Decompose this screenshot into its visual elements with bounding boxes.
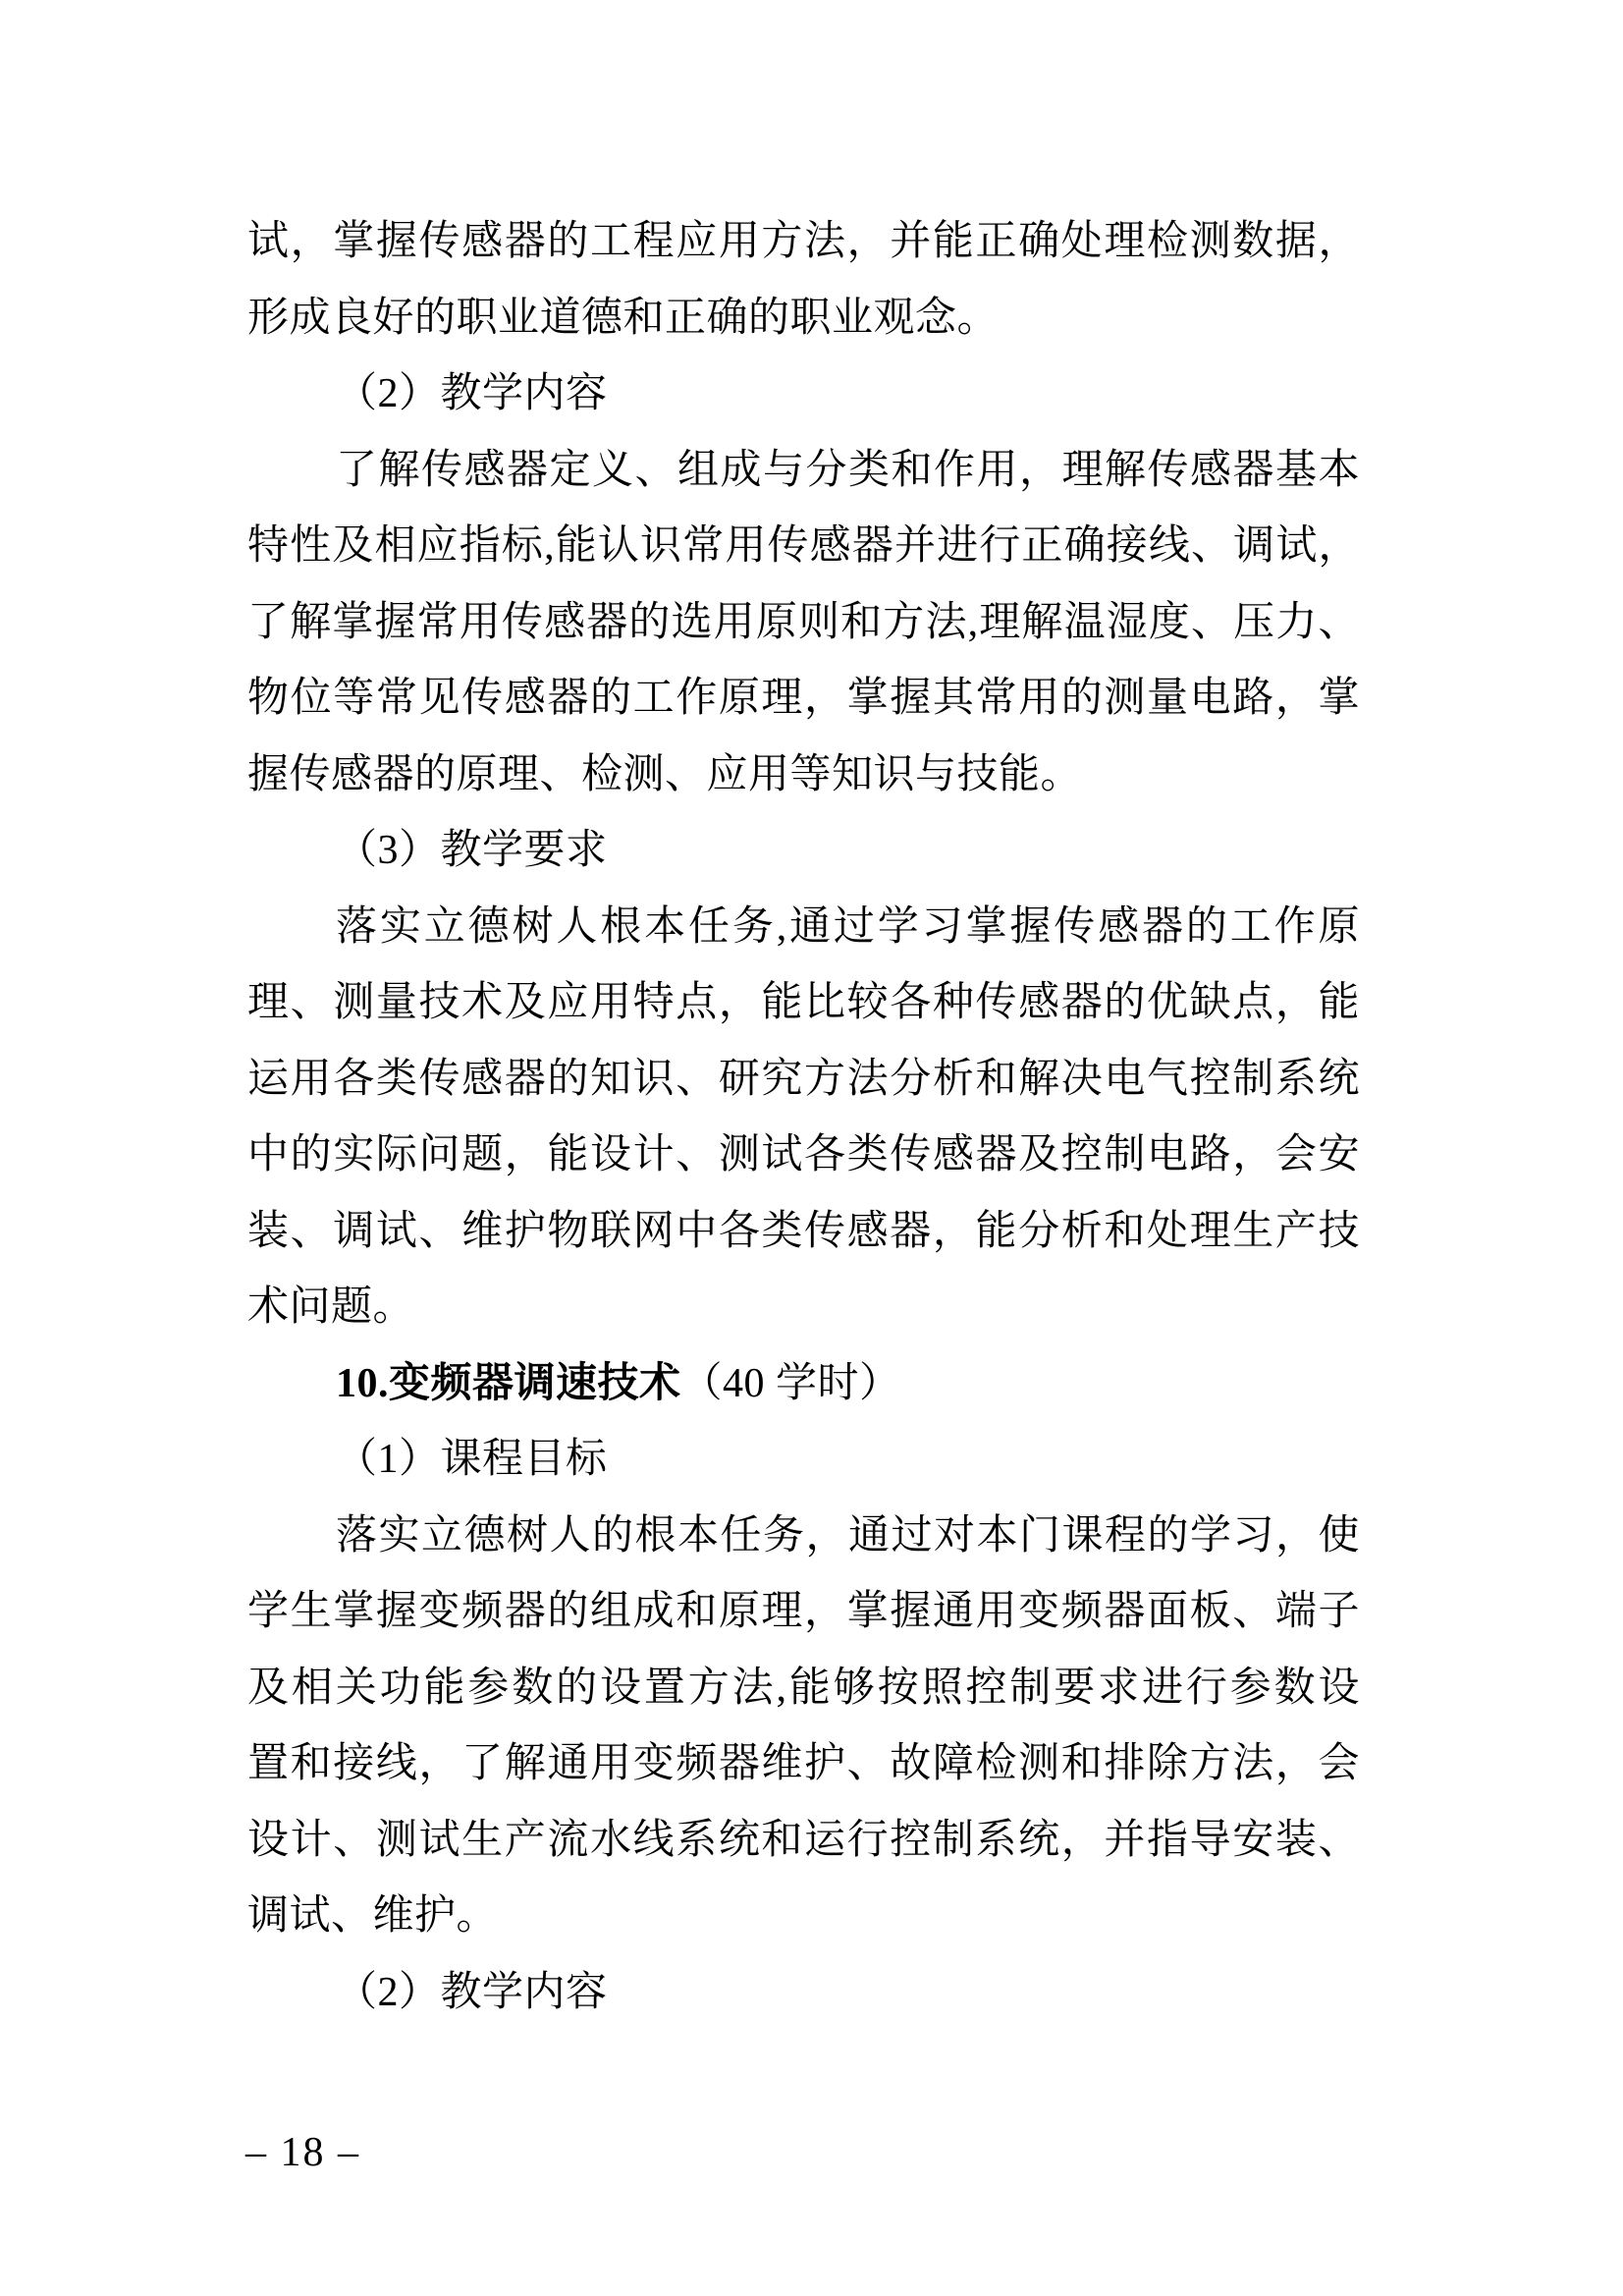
text-block — [247, 204, 1360, 2031]
line-text: 了解掌握常用传感器的选用原则和方法,理解温湿度、压力、 — [247, 599, 1360, 645]
text-line — [247, 1879, 1360, 1955]
line-text: （40 学时） — [680, 1360, 901, 1406]
line-text: 学生掌握变频器的组成和原理，掌握通用变频器面板、端子 — [247, 1589, 1360, 1634]
line-text: 形成良好的职业道德和正确的职业观念。 — [247, 295, 1000, 341]
text-line — [247, 1574, 1360, 1651]
text-line — [247, 509, 1360, 585]
line-text: 理、测量技术及应用特点，能比较各种传感器的优缺点，能 — [247, 980, 1360, 1025]
line-text: 特性及相应指标,能认识常用传感器并进行正确接线、调试， — [247, 523, 1360, 569]
text-line — [247, 1955, 1360, 2032]
line-text: （2）教学内容 — [336, 371, 608, 416]
line-text: 设计、测试生产流水线系统和运行控制系统，并指导安装、 — [247, 1817, 1360, 1863]
text-line — [247, 1422, 1360, 1499]
text-line — [247, 585, 1360, 662]
text-line — [247, 813, 1360, 890]
line-text: 装、调试、维护物联网中各类传感器，能分析和处理生产技 — [247, 1208, 1360, 1254]
line-text: （2）教学内容 — [336, 1969, 608, 2015]
text-line — [247, 738, 1360, 814]
text-line — [247, 890, 1360, 966]
line-text: 了解传感器定义、组成与分类和作用，理解传感器基本 — [336, 447, 1360, 493]
line-text: 落实立德树人的根本任务，通过对本门课程的学习，使 — [336, 1512, 1360, 1558]
line-text: 及相关功能参数的设置方法,能够按照控制要求进行参数设 — [247, 1665, 1360, 1711]
line-text: 置和接线，了解通用变频器维护、故障检测和排除方法，会 — [247, 1741, 1360, 1786]
line-text: （1）课程目标 — [336, 1437, 608, 1482]
text-line — [247, 1499, 1360, 1575]
text-line — [247, 281, 1360, 357]
text-line — [247, 1803, 1360, 1880]
heading-bold-text: 10.变频器调速技术 — [336, 1360, 681, 1406]
text-line — [247, 1651, 1360, 1727]
text-line — [247, 965, 1360, 1042]
line-text: 试，掌握传感器的工程应用方法，并能正确处理检测数据， — [247, 219, 1360, 264]
text-line — [247, 356, 1360, 433]
line-text: 运用各类传感器的知识、研究方法分析和解决电气控制系统 — [247, 1056, 1360, 1102]
text-line — [247, 1726, 1360, 1803]
page-number: – 18 – — [245, 2130, 360, 2175]
line-text: 术问题。 — [247, 1285, 415, 1330]
text-line — [247, 1270, 1360, 1346]
line-text: 落实立德树人根本任务,通过学习掌握传感器的工作原 — [336, 903, 1360, 950]
text-line — [247, 1346, 1360, 1423]
line-text: 调试、维护。 — [247, 1893, 499, 1939]
text-line — [247, 204, 1360, 281]
text-line — [247, 1118, 1360, 1194]
text-line — [247, 1194, 1360, 1271]
text-line — [247, 661, 1360, 738]
line-text: 物位等常见传感器的工作原理，掌握其常用的测量电路，掌 — [247, 676, 1360, 721]
line-text: （3）教学要求 — [336, 828, 608, 873]
line-text: 握传感器的原理、检测、应用等知识与技能。 — [247, 751, 1083, 797]
text-line — [247, 1042, 1360, 1119]
line-text: 中的实际问题，能设计、测试各类传感器及控制电路，会安 — [247, 1132, 1360, 1177]
text-line — [247, 433, 1360, 510]
